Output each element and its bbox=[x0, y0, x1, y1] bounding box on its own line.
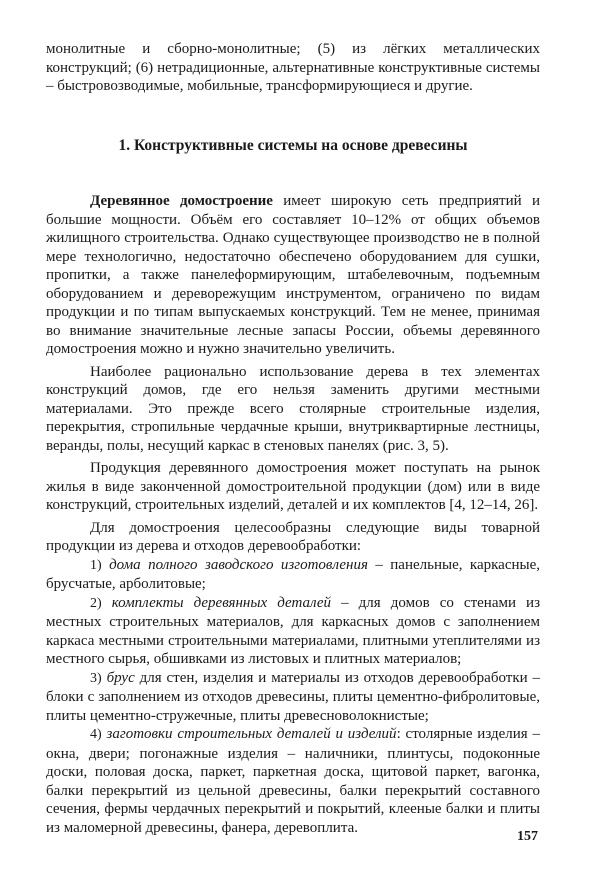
paragraph-4: Для домостроения целесообразны следующие виды товарной продукции из дерева и отходов деревообработки: bbox=[46, 519, 540, 554]
bold-term: Деревянное домостроение bbox=[90, 193, 273, 209]
list-item-text: – панельные, каркасные, брусчатые, арболитовые; bbox=[46, 556, 540, 592]
section-heading: 1. Конструктивные системы на основе древесины bbox=[118, 136, 468, 154]
list-item-number: 2) bbox=[90, 595, 102, 611]
list-item-number: 4) bbox=[90, 727, 102, 742]
list-item-italic: дома полного заводского изготовления bbox=[109, 556, 368, 573]
list-item bbox=[46, 669, 540, 726]
list-item-text: – для домов со стенами из местных строительных материалов, для каркасных домов с заполнением каркаса местными строительными материалами, плитными утеплителями из местного сырья, обшивками из листовых и плитных материалов; bbox=[46, 594, 541, 667]
list-item-text: : столярные изделия – окна, двери; погонажные изделия – наличники, плинтусы, подоконные доски, половая доска, паркет, паркетная доска, щитовой паркет, вагонка, балки перекрытий из цельной древесины, балки перекрытий составного сечения, фермы чердачных перекрытий и покрытий, клееные балки и плиты из маломерной древесины, фанера, деревоплита. bbox=[46, 726, 540, 836]
list-item bbox=[46, 594, 540, 669]
paragraph-1 bbox=[46, 192, 540, 359]
list-item-italic: комплекты деревянных деталей bbox=[111, 594, 332, 611]
paragraph-2: Наиболее рационально использование дерева в тех элементах конструкций домов, где его нельзя заменить другими местными материалами. Это прежде всего столярные строительные изделия, перекрытия, стропильные чердачные крыши, внутриквартирные лестницы, веранды, полы, несущий каркас в стеновых панелях (рис. 3, 5). bbox=[46, 363, 540, 454]
list-item-italic: брус bbox=[106, 669, 135, 686]
list-item-text: для стен, изделия и материалы из отходов деревообработки – блоки с заполнением из отходов древесины, плиты цементно-фибролитовые, плиты цементно-стружечные, плиты древесноволокнистые; bbox=[46, 669, 541, 724]
list-item-italic: заготовки строительных деталей и изделий bbox=[106, 726, 397, 742]
page-number: 157 bbox=[517, 829, 538, 844]
list-item bbox=[46, 725, 540, 837]
list-item-number: 3) bbox=[90, 670, 102, 686]
list-item-number: 1) bbox=[90, 557, 102, 573]
page-body bbox=[46, 40, 540, 837]
intro-paragraph: монолитные и сборно-монолитные; (5) из лёгких металлических конструкций; (6) нетрадиционные, альтернативные конструктивные системы – быстровозводимые, мобильные, трансформирующиеся и другие. bbox=[46, 41, 540, 94]
paragraph-1-text: имеет широкую сеть предприятий и большие мощности. Объём его составляет 10–12% от общих объемов жилищного строительства. Однако существующее производство не в полной мере технологично, недостаточно обеспечено оборудованием для сушки, пропитки, а также панелеформирующим, штабелевочным, подъемным оборудованием и дереворежущим инструментом, ограничено по видам продукции и по типам выпускаемых конструкций. Тем не менее, принимая во внимание значительные лесные запасы России, объемы деревянного домостроения можно и нужно значительно увеличить. bbox=[46, 193, 540, 357]
paragraph-3: Продукция деревянного домостроения может поступать на рынок жилья в виде законченной домостроительной продукции (дом) или в виде конструкций, строительных изделий, деталей и их комплектов [4, 12–14, 26]. bbox=[46, 460, 540, 513]
list-item bbox=[46, 556, 540, 594]
